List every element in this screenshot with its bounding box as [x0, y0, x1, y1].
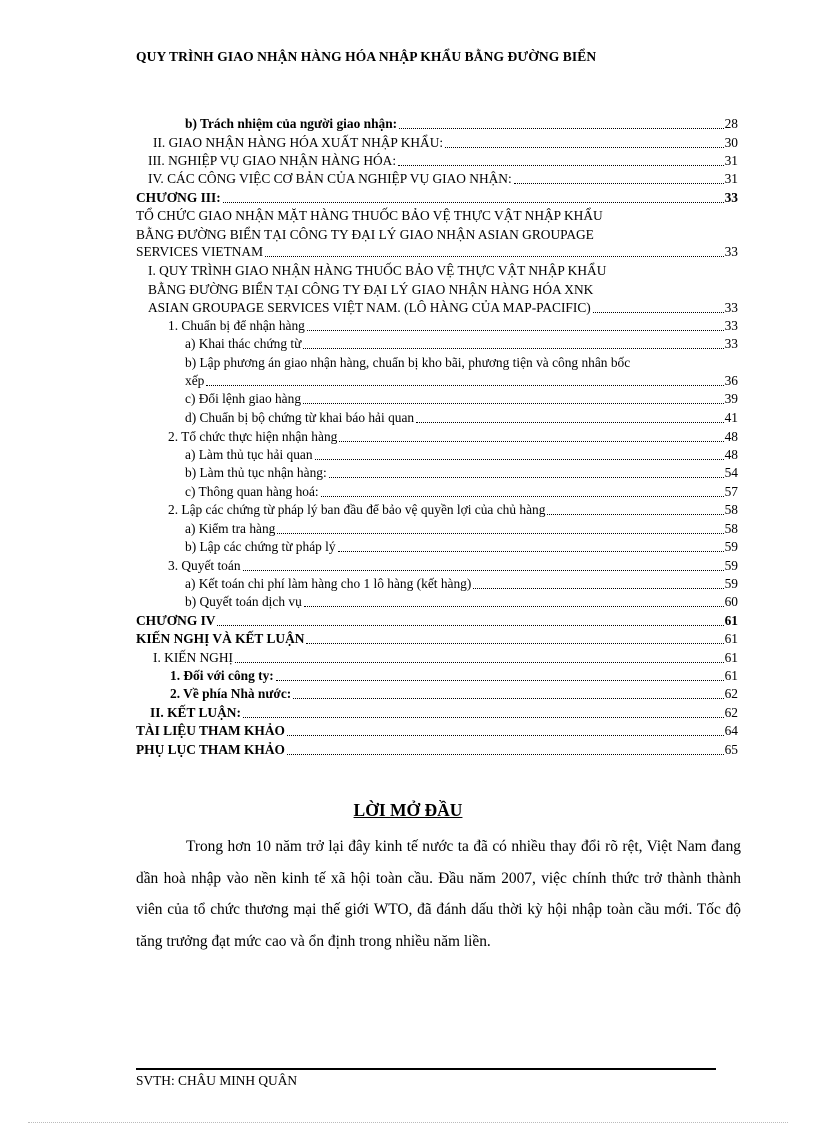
toc-entry-page: 58 [724, 521, 738, 536]
toc-entry-title: 2. Tổ chức thực hiện nhận hàng [168, 429, 338, 444]
toc-entry [185, 593, 738, 611]
toc-entry-page: 48 [724, 447, 738, 462]
toc-entry-title: IV. CÁC CÔNG VIỆC CƠ BẢN CỦA NGHIỆP VỤ GIAO NHẬN: [148, 171, 512, 186]
toc-entry-title: BẰNG ĐƯỜNG BIỂN TẠI CÔNG TY ĐẠI LÝ GIAO NHẬN ASIAN GROUPAGE [136, 227, 594, 242]
intro-paragraph: Trong hơn 10 năm trở lại đây kinh tế nước ta đã có nhiều thay đổi rõ rệt, Việt Nam đang dần hoà nhập vào nền kinh tế xã hội toàn cầu. Đầu năm 2007, việc chính thức trở thành thành viên của tổ chức thương mại thế giới WTO, đã đánh dấu thời kỳ hội nhập toàn cầu mới. Tốc độ tăng trưởng đạt mức cao và ổn định trong nhiều năm liền. [136, 838, 741, 950]
toc-entry-page: 57 [724, 484, 738, 499]
toc-entry-title: BẰNG ĐƯỜNG BIỂN TẠI CÔNG TY ĐẠI LÝ GIAO NHẬN HÀNG HÓA XNK [148, 282, 594, 297]
toc-entry-title: KIẾN NGHỊ VÀ KẾT LUẬN [136, 631, 305, 646]
toc-entry-page: 41 [724, 410, 738, 425]
toc-entry [136, 243, 738, 261]
toc-entry [185, 446, 738, 464]
toc-entry [185, 575, 738, 593]
toc-entry-title: CHƯƠNG III: [136, 190, 221, 205]
toc-entry-title: a) Kiểm tra hàng [185, 521, 276, 536]
toc-entry [185, 483, 738, 501]
toc-entry-page: 39 [724, 391, 738, 406]
toc-entry [168, 317, 738, 335]
toc-entry-page: 31 [724, 171, 738, 186]
toc-entry-page: 58 [724, 502, 738, 517]
section-title [0, 800, 816, 821]
toc-entry-title: 3. Quyết toán [168, 558, 241, 573]
toc-entry-page: 62 [724, 686, 738, 701]
toc-entry [185, 538, 738, 556]
toc-entry-title: c) Thông quan hàng hoá: [185, 484, 319, 499]
toc-entry-page: 61 [724, 613, 738, 628]
toc-entry-title: a) Kết toán chi phí làm hàng cho 1 lô hàng (kết hàng) [185, 576, 472, 591]
section-title-text: LỜI MỞ ĐẦU [353, 800, 463, 820]
footer-divider [136, 1068, 716, 1070]
toc-entry-page: 30 [724, 135, 738, 150]
toc-entry-title: PHỤ LỤC THAM KHẢO [136, 742, 285, 757]
toc-entry-title: 1. Đối với công ty: [170, 668, 274, 683]
running-header: QUY TRÌNH GIAO NHẬN HÀNG HÓA NHẬP KHẨU BẰNG ĐƯỜNG BIỂN [136, 49, 597, 64]
toc-entry [185, 390, 738, 408]
toc-entry-title: a) Khai thác chứng từ [185, 336, 302, 351]
toc-entry-title: 2. Lập các chứng từ pháp lý ban đầu để bảo vệ quyền lợi của chủ hàng [168, 502, 546, 517]
toc-entry-page: 36 [724, 373, 738, 388]
toc-entry [136, 630, 738, 648]
toc-entry-page: 59 [724, 558, 738, 573]
toc-entry-title: b) Lập các chứng từ pháp lý [185, 539, 336, 554]
toc-entry [136, 741, 738, 759]
toc-entry-title: SERVICES VIETNAM [136, 244, 264, 259]
toc-entry-title: I. KIẾN NGHỊ [153, 650, 233, 665]
toc-entry [185, 409, 738, 427]
toc-entry-page: 60 [724, 594, 738, 609]
toc-entry-title: xếp [185, 373, 205, 388]
toc-entry-page: 33 [724, 300, 738, 315]
toc-entry [185, 520, 738, 538]
toc-entry-title: I. QUY TRÌNH GIAO NHẬN HÀNG THUỐC BẢO VỆ THỰC VẬT NHẬP KHẨU [148, 263, 607, 278]
toc-entry [148, 170, 738, 188]
toc-entry [136, 612, 738, 630]
toc-entry-page: 59 [724, 539, 738, 554]
toc-entry-page: 64 [724, 723, 738, 738]
toc-entry-page: 28 [724, 116, 738, 131]
footer-author: SVTH: CHÂU MINH QUÂN [136, 1073, 298, 1088]
toc-entry [136, 722, 738, 740]
toc-entry-title: ASIAN GROUPAGE SERVICES VIỆT NAM. (LÔ HÀNG CỦA MAP-PACIFIC) [148, 300, 591, 315]
toc-entry [168, 428, 738, 446]
toc-entry [185, 335, 738, 353]
toc-entry-page: 61 [724, 650, 738, 665]
toc-entry [185, 115, 738, 133]
toc-entry-title: CHƯƠNG IV [136, 613, 216, 628]
toc-entry [148, 299, 738, 317]
toc-entry-title: III. NGHIỆP VỤ GIAO NHẬN HÀNG HÓA: [148, 153, 397, 168]
toc-entry-page: 33 [724, 336, 738, 351]
toc-entry-page: 33 [724, 244, 738, 259]
toc-entry-title: II. GIAO NHẬN HÀNG HÓA XUẤT NHẬP KHẨU: [153, 135, 444, 150]
toc-entry-page: 33 [724, 190, 738, 205]
toc-entry [150, 704, 738, 722]
toc-entry-title: a) Làm thủ tục hải quan [185, 447, 313, 462]
toc-entry [153, 649, 738, 667]
toc-entry-page: 62 [724, 705, 738, 720]
toc-entry [136, 189, 738, 207]
toc-entry-title: TÀI LIỆU THAM KHẢO [136, 723, 285, 738]
toc-entry-title: 2. Về phía Nhà nước: [170, 686, 292, 701]
toc-entry-page: 54 [724, 465, 738, 480]
toc-entry [168, 501, 738, 519]
toc-entry [168, 557, 738, 575]
toc-entry [170, 685, 738, 703]
toc-entry [185, 372, 738, 390]
toc-entry-title: TỔ CHỨC GIAO NHẬN MẶT HÀNG THUỐC BẢO VỆ THỰC VẬT NHẬP KHẨU [136, 208, 603, 223]
toc-entry-title: b) Trách nhiệm của người giao nhận: [185, 116, 398, 131]
toc-entry-title: d) Chuẩn bị bộ chứng từ khai báo hải quan [185, 410, 415, 425]
toc-entry-page: 33 [724, 318, 738, 333]
toc-entry-title: b) Lập phương án giao nhận hàng, chuẩn bị kho bãi, phương tiện và công nhân bốc [185, 355, 631, 370]
toc-entry [170, 667, 738, 685]
toc-entry-title: b) Làm thủ tục nhận hàng: [185, 465, 327, 480]
toc-entry [185, 464, 738, 482]
toc-entry [153, 134, 738, 152]
toc-entry-page: 31 [724, 153, 738, 168]
toc-entry-page: 65 [724, 742, 738, 757]
toc-entry-title: II. KẾT LUẬN: [150, 705, 241, 720]
toc-entry-page: 61 [724, 668, 738, 683]
toc-entry-page: 48 [724, 429, 738, 444]
toc-entry-title: 1. Chuẩn bị để nhận hàng [168, 318, 305, 333]
toc-entry-title: c) Đổi lệnh giao hàng [185, 391, 302, 406]
toc-entry-page: 61 [724, 631, 738, 646]
toc-entry [148, 152, 738, 170]
toc-entry-page: 59 [724, 576, 738, 591]
toc-entry-title: b) Quyết toán dịch vụ [185, 594, 302, 609]
